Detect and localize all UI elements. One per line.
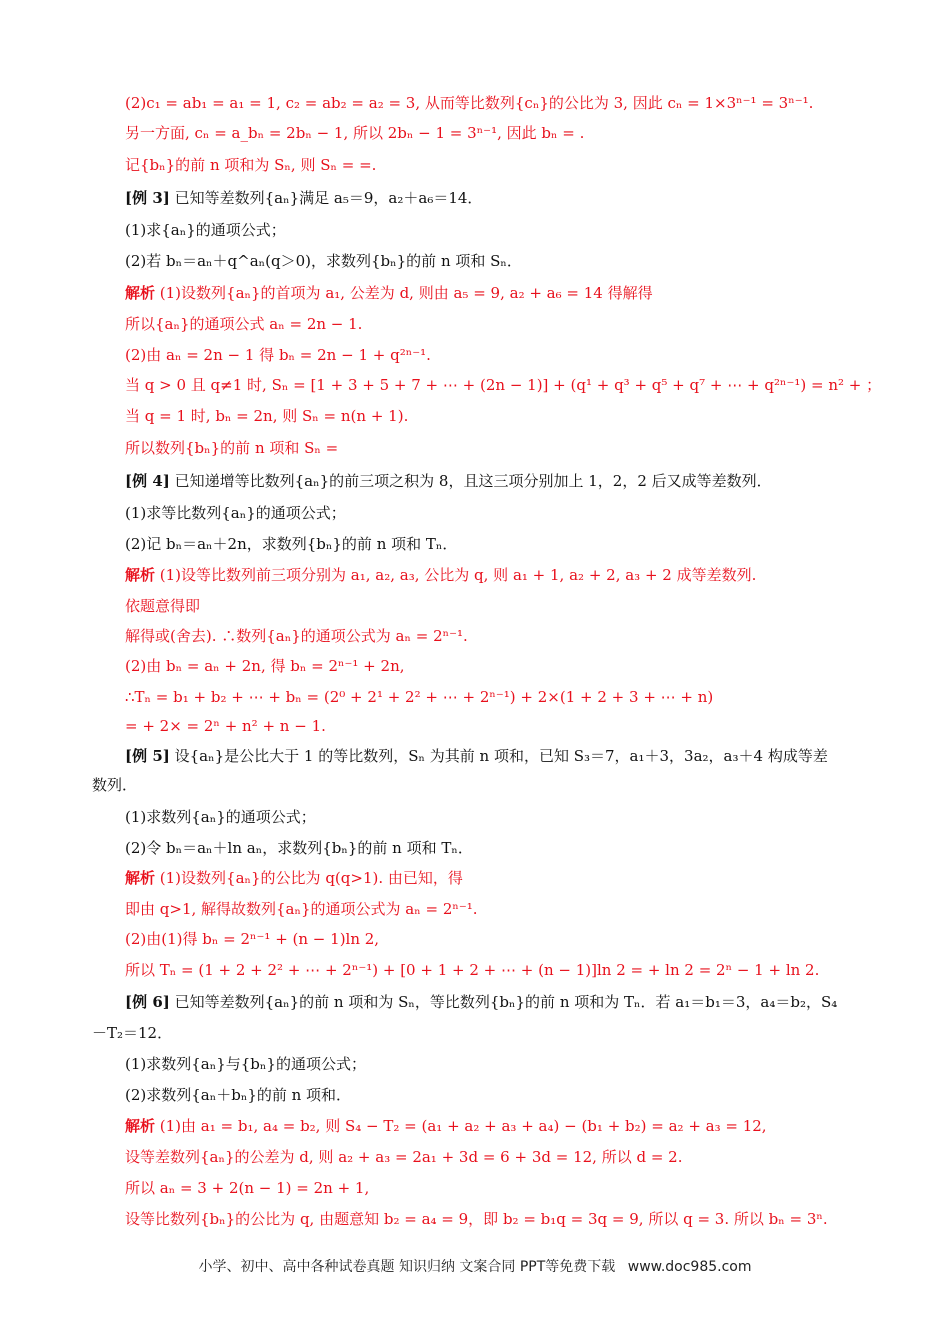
line-text: (2)记 bₙ＝aₙ＋2n，求数列{bₙ}的前 n 项和 Tₙ． — [125, 535, 458, 553]
text-line — [125, 960, 819, 980]
example-label: [例 6] — [125, 993, 170, 1011]
text-line — [125, 471, 772, 491]
text-line — [125, 220, 286, 240]
text-line — [125, 1209, 828, 1229]
line-text: 已知等差数列{aₙ}满足 a₅＝9，a₂＋a₆＝14． — [169, 189, 483, 207]
text-line — [125, 1116, 767, 1136]
solution-label: 解析 — [125, 566, 156, 584]
line-text: (2)令 bₙ＝aₙ＋ln aₙ，求数列{bₙ}的前 n 项和 Tₙ． — [125, 839, 473, 857]
example-label: [例 5] — [125, 747, 170, 765]
line-text: 设等比数列{bₙ}的公比为 q, 由题意知 b₂ = a₄ = 9，即 b₂ = b₁q = 3q = 9, 所以 q = 3. 所以 bₙ = 3ⁿ. — [125, 1210, 828, 1228]
line-text: 数列． — [92, 776, 138, 794]
line-text: 解得或(舍去). ∴数列{aₙ}的通项公式为 aₙ = 2ⁿ⁻¹. — [125, 627, 468, 645]
line-text: 设等差数列{aₙ}的公差为 d, 则 a₂ + a₃ = 2a₁ + 3d = 6 + 3d = 12, 所以 d = 2. — [125, 1148, 683, 1166]
line-text: (2)由 bₙ = aₙ + 2n, 得 bₙ = 2ⁿ⁻¹ + 2n, — [125, 657, 405, 675]
line-text: 当 q = 1 时, bₙ = 2n, 则 Sₙ = n(n + 1). — [125, 407, 409, 425]
line-text: (1)由 a₁ = b₁, a₄ = b₂, 则 S₄ − T₂ = (a₁ + a₂ + a₃ + a₄) − (b₁ + b₂) = a₂ + a₃ = 12, — [155, 1117, 767, 1135]
line-text: (1)求数列{aₙ}的通项公式； — [125, 808, 316, 826]
line-text: 已知递增等比数列{aₙ}的前三项之积为 8，且这三项分别加上 1，2，2 后又成等差数列． — [169, 472, 772, 490]
text-line — [92, 775, 137, 795]
text-line — [125, 345, 431, 365]
line-text: 设{aₙ}是公比大于 1 的等比数列，Sₙ 为其前 n 项和，已知 S₃＝7，a₁＋3，3a₂，a₃＋4 构成等差 — [169, 747, 828, 765]
text-line — [125, 375, 881, 395]
text-line — [125, 868, 463, 888]
line-text: 记{bₙ}的前 n 项和为 Sₙ, 则 Sₙ = =. — [125, 156, 377, 174]
line-text: 已知等差数列{aₙ}的前 n 项和为 Sₙ，等比数列{bₙ}的前 n 项和为 Tₙ．若 a₁＝b₁＝3，a₄＝b₂，S₄ — [169, 993, 838, 1011]
text-line — [125, 929, 379, 949]
text-line — [125, 93, 813, 113]
line-text: (1)求{aₙ}的通项公式； — [125, 221, 286, 239]
line-text: 所以数列{bₙ}的前 n 项和 Sₙ = — [125, 439, 339, 457]
text-line — [125, 626, 468, 646]
text-line — [125, 251, 522, 271]
text-line — [125, 1085, 351, 1105]
line-text: －T₂＝12． — [92, 1024, 173, 1042]
line-text: 即由 q>1, 解得故数列{aₙ}的通项公式为 aₙ = 2ⁿ⁻¹. — [125, 900, 478, 918]
page-footer — [0, 1256, 950, 1276]
text-line — [125, 565, 756, 585]
text-line — [125, 123, 584, 143]
solution-label: 解析 — [125, 869, 156, 887]
line-text: (1)设等比数列前三项分别为 a₁, a₂, a₃, 公比为 q, 则 a₁ + 1, a₂ + 2, a₃ + 2 成等差数列. — [155, 566, 757, 584]
example-label: [例 4] — [125, 472, 170, 490]
line-text: 另一方面, cₙ = a_bₙ = 2bₙ − 1, 所以 2bₙ − 1 = 3ⁿ⁻¹, 因此 bₙ = . — [125, 124, 585, 142]
line-text: (1)求等比数列{aₙ}的通项公式； — [125, 504, 346, 522]
text-line — [125, 687, 713, 707]
text-line — [92, 1023, 172, 1043]
line-text: (2)由 aₙ = 2n − 1 得 bₙ = 2n − 1 + q²ⁿ⁻¹. — [125, 346, 431, 364]
line-text: (2)c₁ = ab₁ = a₁ = 1, c₂ = ab₂ = a₂ = 3, 从而等比数列{cₙ}的公比为 3, 因此 cₙ = 1×3ⁿ⁻¹ = 3ⁿ⁻¹. — [125, 94, 814, 112]
text-line — [125, 283, 653, 303]
line-text: = + 2× = 2ⁿ + n² + n − 1. — [125, 717, 326, 735]
footer-text: 小学、初中、高中各种试卷真题 知识归纳 文案合同 PPT等免费下载 — [198, 1259, 616, 1275]
example-label: [例 3] — [125, 189, 170, 207]
text-line — [125, 438, 338, 458]
line-text: 当 q > 0 且 q≠1 时, Sₙ = [1 + 3 + 5 + 7 + ⋯ + (2n − 1)] + (q¹ + q³ + q⁵ + q⁷ + ⋯ + q²ⁿ⁻¹) = n² + ； — [125, 376, 882, 394]
line-text: 所以{aₙ}的通项公式 aₙ = 2n − 1. — [125, 315, 363, 333]
solution-label: 解析 — [125, 284, 156, 302]
text-line — [125, 807, 316, 827]
line-text: (2)若 bₙ＝aₙ＋q^aₙ(q＞0)，求数列{bₙ}的前 n 项和 Sₙ． — [125, 252, 522, 270]
solution-label: 解析 — [125, 1117, 156, 1135]
line-text: 所以 aₙ = 3 + 2(n − 1) = 2n + 1, — [125, 1179, 370, 1197]
text-line — [125, 838, 473, 858]
line-text: (1)求数列{aₙ}与{bₙ}的通项公式； — [125, 1055, 366, 1073]
line-text: (1)设数列{aₙ}的首项为 a₁, 公差为 d, 则由 a₅ = 9, a₂ + a₆ = 14 得解得 — [155, 284, 653, 302]
line-text: 依题意得即 — [125, 597, 201, 615]
footer-website-link[interactable]: www.doc985.com — [627, 1259, 752, 1275]
text-line — [125, 992, 837, 1012]
text-line — [125, 1147, 682, 1167]
text-line — [125, 716, 326, 736]
text-line — [125, 406, 408, 426]
line-text: (2)求数列{aₙ＋bₙ}的前 n 项和． — [125, 1086, 352, 1104]
line-text: (2)由(1)得 bₙ = 2ⁿ⁻¹ + (n − 1)ln 2, — [125, 930, 380, 948]
text-line — [125, 596, 200, 616]
text-line — [125, 1054, 366, 1074]
line-text: ∴Tₙ = b₁ + b₂ + ⋯ + bₙ = (2⁰ + 2¹ + 2² + ⋯ + 2ⁿ⁻¹) + 2×(1 + 2 + 3 + ⋯ + n) — [125, 688, 714, 706]
text-line — [125, 1178, 369, 1198]
text-line — [125, 155, 376, 175]
text-line — [125, 746, 828, 766]
text-line — [125, 314, 362, 334]
text-line — [125, 188, 482, 208]
line-text: 所以 Tₙ = (1 + 2 + 2² + ⋯ + 2ⁿ⁻¹) + [0 + 1 + 2 + ⋯ + (n − 1)]ln 2 = + ln 2 = 2ⁿ − 1 + ln 2. — [125, 961, 820, 979]
text-line — [125, 899, 478, 919]
text-line — [125, 534, 457, 554]
line-text: (1)设数列{aₙ}的公比为 q(q>1). 由已知，得 — [155, 869, 463, 887]
text-line — [125, 503, 346, 523]
text-line — [125, 656, 405, 676]
